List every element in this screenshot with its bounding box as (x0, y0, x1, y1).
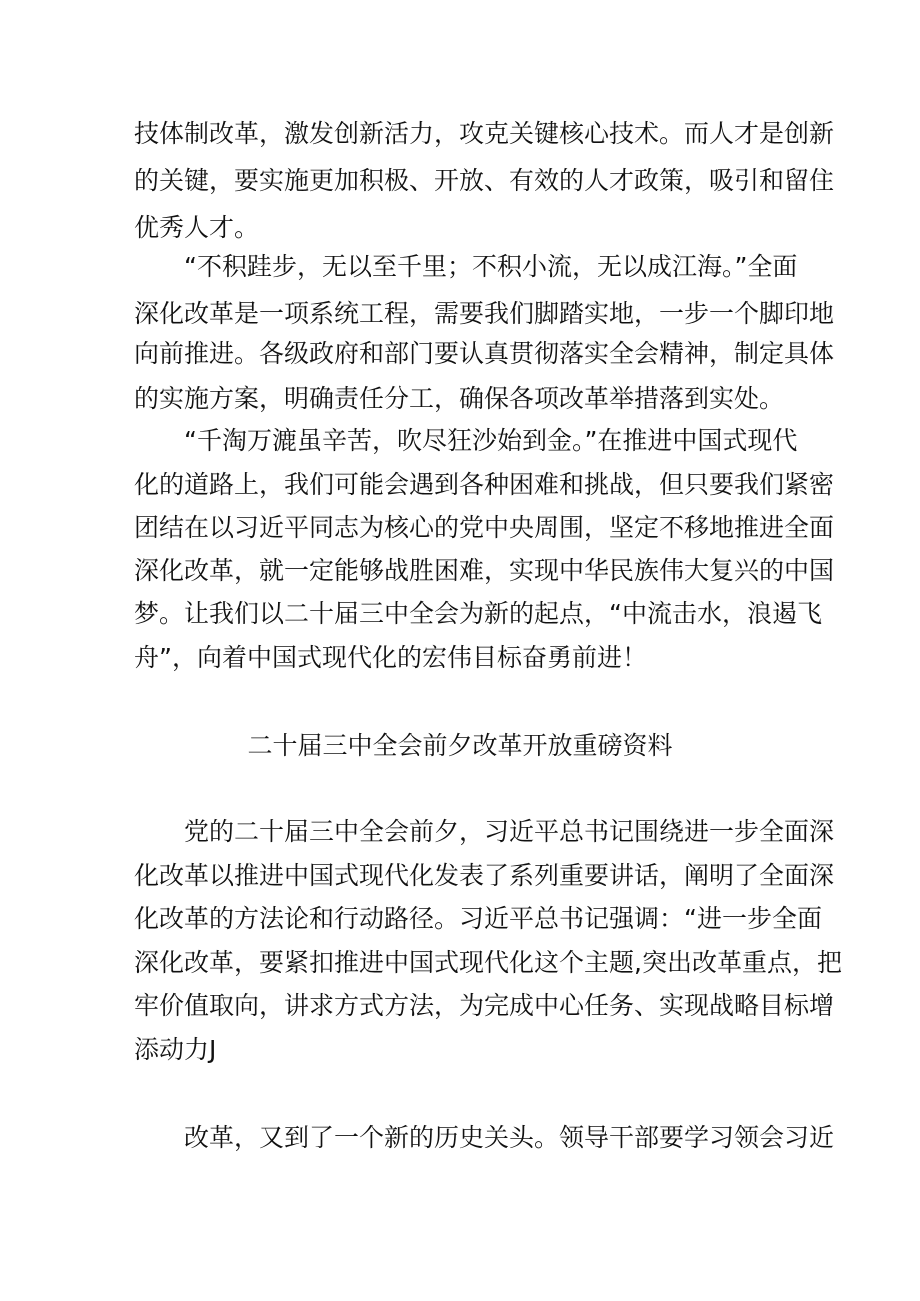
paragraph-line: 添动力J (134, 1035, 217, 1064)
paragraph-line: 向前推进。各级政府和部门要认真贯彻落实全会精神，制定具体 (134, 339, 835, 368)
paragraph-line: 党的二十届三中全会前夕，习近平总书记围绕进一步全面深 (184, 817, 835, 846)
paragraph-line: 的实施方案，明确责任分工，确保各项改革举措落到实处。 (134, 384, 785, 413)
paragraph-line: 化改革以推进中国式现代化发表了系列重要讲话，阐明了全面深 (134, 861, 835, 890)
paragraph-line: 深化改革，就一定能够战胜困难，实现中华民族伟大复兴的中国 (134, 556, 835, 585)
paragraph-line: 的关键，要实施更加积极、开放、有效的人才政策，吸引和留住 (134, 166, 835, 195)
paragraph-line: “千淘万漉虽辛苦，吹尽狂沙始到金。”在推进中国式现代 (184, 426, 798, 455)
paragraph-line: 牢价值取向，讲求方式方法，为完成中心任务、实现战略目标增 (134, 991, 835, 1020)
paragraph-line: 舟”，向着中国式现代化的宏伟目标奋勇前进！ (134, 643, 647, 672)
paragraph-line: 化改革的方法论和行动路径。习近平总书记强调：“进一步全面 (134, 904, 822, 933)
paragraph-line: 优秀人才。 (134, 213, 260, 242)
paragraph-line: 团结在以习近平同志为核心的党中央周围，坚定不移地推进全面 (134, 513, 835, 542)
paragraph-line: 梦。让我们以二十届三中全会为新的起点，“中流击水，浪遏飞 (134, 599, 822, 628)
paragraph-line: “不积跬步，无以至千里；不积小流，无以成江海。”全面 (184, 252, 798, 281)
paragraph-line: 化的道路上，我们可能会遇到各种困难和挑战，但只要我们紧密 (134, 470, 835, 499)
section-title: 二十届三中全会前夕改革开放重磅资料 (247, 731, 673, 760)
paragraph-line: 深化改革，要紧扣推进中国式现代化这个主题,突出改革重点，把 (134, 948, 842, 977)
paragraph-line: 深化改革是一项系统工程，需要我们脚踏实地，一步一个脚印地 (134, 299, 835, 328)
paragraph-line: 改革，又到了一个新的历史关头。领导干部要学习领会习近 (184, 1123, 835, 1152)
paragraph-line: 技体制改革，激发创新活力，攻克关键核心技术。而人才是创新 (134, 119, 835, 148)
